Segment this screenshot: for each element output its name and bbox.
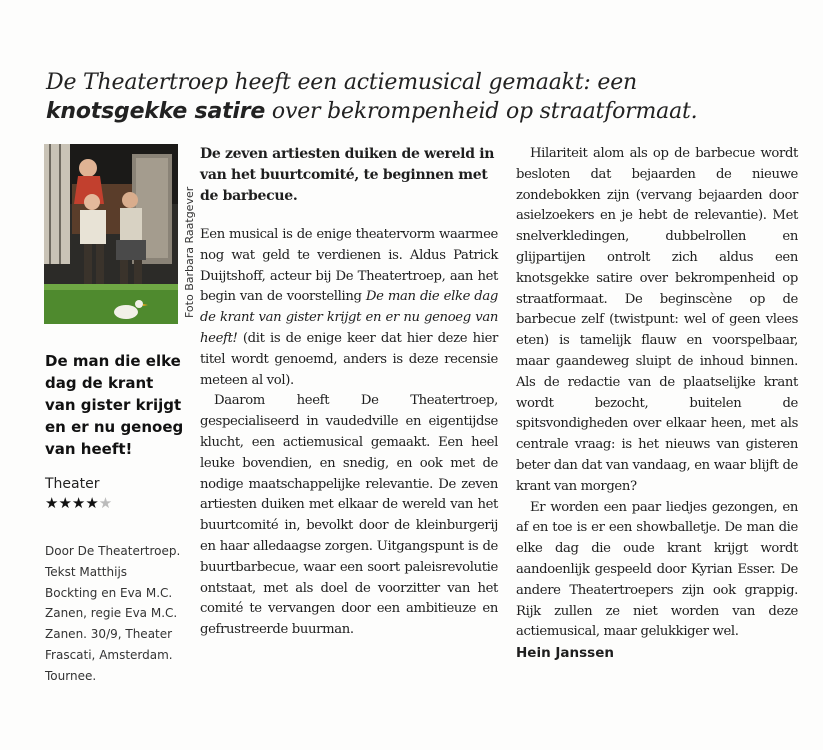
star-empty-icon: ★ xyxy=(98,494,113,512)
paragraph-3: Hilariteit alom als op de barbecue wordt besloten dat bejaarden de nieuwe zondebokken zijn (vervang bejaarden door asielzoekers en je hebt de relevantie). Met snelverkledingen, dubbelrollen en glijpartijen ontrolt zich aldus een knotsgekke satire over bekrompenheid op straatformaat. De beginscène op de barbecue zelf (twistpunt: wel of geen vlees eten) is tamelijk flauw en voorspelbaar, maar gaandeweg sluipt de inhoud binnen. Als de redactie van de plaatselijke krant wordt bezocht, buitelen de spitsvondigheden over elkaar heen, met als centrale vraag: is het nieuws van gisteren beter dan dat van vandaag, en waar blijft de krant van morgen? xyxy=(516,146,798,494)
article-column-1 xyxy=(200,144,498,641)
paragraph-2: Daarom heeft De Theatertroep, gespecialiseerd in vaudedville en eigentijdse klucht, een actiemusical gemaakt. Een heel leuke bovendien, en snedig, en ook met de nodige maatschappelijke relevantie. De zeven artiesten duiken met elkaar de wereld van het buurtcomité in, bevolkt door de kleinburgerij en haar alledaagse zorgen. Uitgangspunt is de buurtbarbecue, waar een soort paleisrevolutie ontstaat, met als doel de voorzitter van het comité te vervangen door een ambitieuze en gefrustreerde buurman. xyxy=(200,393,498,638)
paragraph-1-text-end: (dit is de enige keer dat hier deze hier titel wordt genoemd, anders is deze recensie meteen al vol). xyxy=(200,330,498,388)
production-credits: Door De Theatertroep. Tekst Matthijs Bockting en Eva M.C. Zanen, regie Eva M.C. Zanen. 30/9, Theater Frascati, Amsterdam. Tournee. xyxy=(45,544,181,683)
paragraph-1-text: Een musical is de enige theatervorm waarmee nog wat geld te verdienen is. Aldus Patrick Duijtshoff, acteur bij De Theatertroep, aan het begin van de voorstelling xyxy=(200,227,498,305)
byline: Hein Janssen xyxy=(516,645,614,662)
photo-credit: Foto Barbara Raatgever xyxy=(183,186,196,318)
article-column-2 xyxy=(516,144,798,664)
headline-bold: knotsgekke satire xyxy=(46,99,266,124)
headline xyxy=(46,68,786,126)
genre-label: Theater xyxy=(45,476,100,492)
show-title: De man die elke dag de krant van gister krijgt en er nu genoeg van heeft! xyxy=(45,352,184,458)
star-filled-icon: ★★★★ xyxy=(45,494,99,512)
star-rating xyxy=(45,494,112,512)
headline-part1: De Theatertroep heeft een actiemusical gemaakt: een xyxy=(46,70,638,95)
paragraph-4: Er worden een paar liedjes gezongen, en af en toe is er een showballetje. De man die elke dag die oude krant krijgt wordt aandoenlijk gespeeld door Kyrian Esser. De andere Theatertroepers zijn ook grappig. Rijk zullen ze niet worden van deze actiemusical, maar gelukkiger wel. xyxy=(516,499,798,640)
paragraph-1 xyxy=(200,225,498,391)
article-lead: De zeven artiesten duiken de wereld in van het buurtcomité, te beginnen met de barbecue. xyxy=(200,146,495,204)
paragraph-1-title-italic: De man die elke dag de krant van gister krijgt en er nu genoeg van heeft! xyxy=(200,289,499,346)
stage-photo xyxy=(44,144,178,324)
headline-part2: over bekrompenheid op straatformaat. xyxy=(271,99,698,124)
